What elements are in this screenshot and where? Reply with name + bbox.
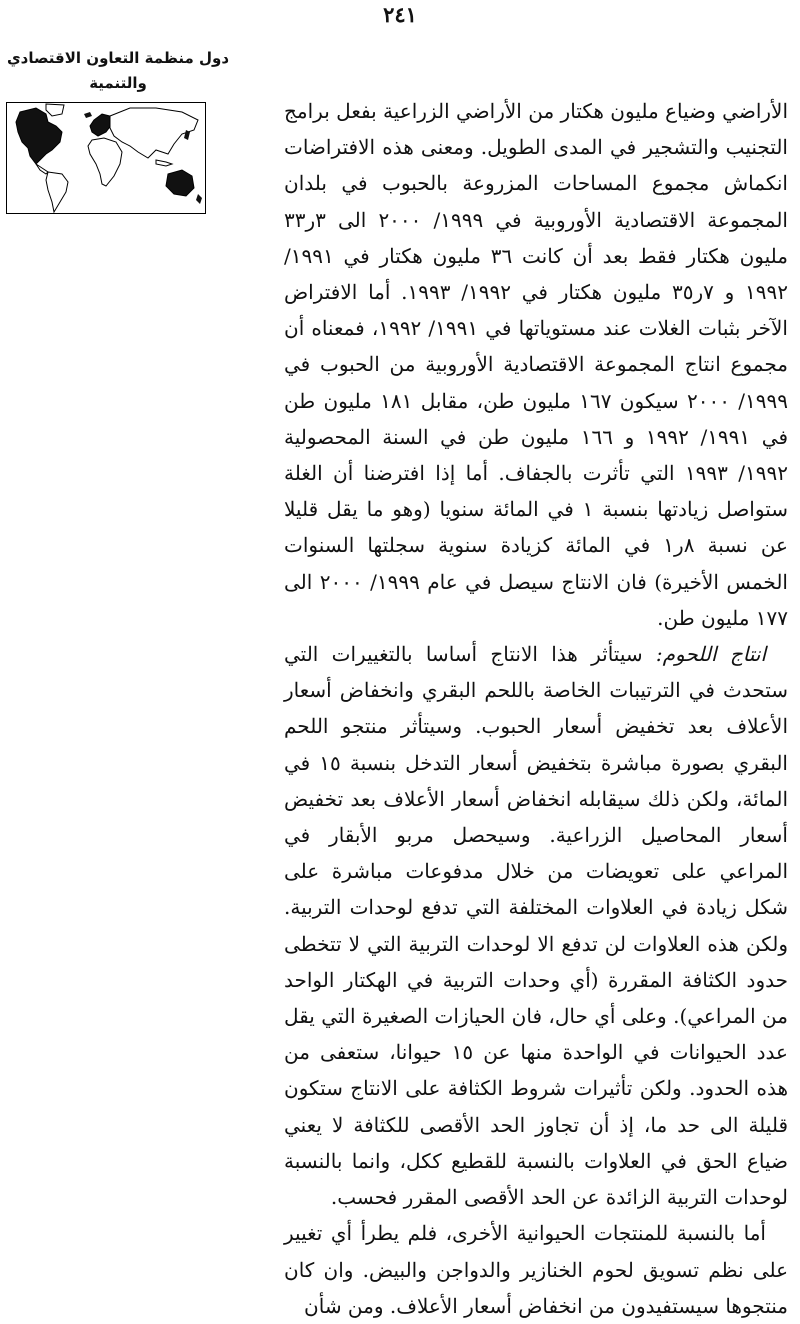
sidebar-caption [2, 46, 234, 96]
paragraph-text: أما بالنسبة للمنتجات الحيوانية الأخرى، فلم يطرأ أي تغيير على نظم تسويق لحوم الخنازير والدواجن والبيض. وان كان منتجوها سيستفيدون من انخفاض أسعار الأعلاف. ومن شأن [284, 1221, 788, 1318]
paragraph-2 [284, 636, 788, 1215]
paragraph-text: الأراضي وضياع مليون هكتار من الأراضي الزراعية بفعل برامج التجنيب والتشجير في المدى الطويل. ومعنى هذه الافتراضات انكماش مجموع المساحات المزروعة بالحبوب في بلدان المجموعة الاقتصادية الأوروبية في ١٩٩٩/ ٢٠٠٠ الى ٣ر٣٣ مليون هكتار فقط بعد أن كانت ٣٦ مليون هكتار في ١٩٩١/ ١٩٩٢ و ٧ر٣٥ مليون هكتار في ١٩٩٢/ ١٩٩٣. أما الافتراض الآخر بثبات الغلات عند مستوياتها في ١٩٩١/ ١٩٩٢، فمعناه أن مجموع انتاج المجموعة الاقتصادية الأوروبية من الحبوب في ١٩٩٩/ ٢٠٠٠ سيكون ١٦٧ مليون طن، مقابل ١٨١ مليون طن في ١٩٩١/ ١٩٩٢ و ١٦٦ مليون طن في السنة المحصولية ١٩٩٢/ ١٩٩٣ التي تأثرت بالجفاف. أما إذا افترضنا أن الغلة ستواصل زيادتها بنسبة ١ في المائة سنويا (وهو ما يقل قليلا عن نسبة ٨ر١ في المائة كزيادة سنوية سجلتها السنوات الخمس الأخيرة) فان الانتاج سيصل في عام ١٩٩٩/ ٢٠٠٠ الى ١٧٧ مليون طن. [284, 99, 788, 630]
world-map-icon [6, 102, 206, 214]
sidebar-caption-line-1: دول منظمة التعاون الاقتصادي [6, 49, 230, 67]
paragraph-1 [284, 93, 788, 636]
section-lead: انتاج اللحوم: [655, 642, 766, 667]
paragraph-3 [284, 1215, 788, 1324]
page-number: ٢٤١ [383, 2, 417, 27]
paragraph-text: سيتأثر هذا الانتاج أساسا بالتغييرات التي ستحدث في الترتيبات الخاصة باللحم البقري وانخفاض أسعار الأعلاف بعد تخفيض أسعار الحبوب. وسيتأثر منتجو اللحم البقري بصورة مباشرة بتخفيض أسعار التدخل بنسبة ١٥ في المائة، ولكن ذلك سيقابله انخفاض أسعار الأعلاف بعد تخفيض أسعار المحاصيل الزراعية. وسيحصل مربو الأبقار في المراعي على تعويضات من خلال مدفوعات مباشرة على شكل زيادة في العلاوات المختلفة التي تدفع لوحدات التربية. ولكن هذه العلاوات لن تدفع الا لوحدات التربية التي لا تتخطى حدود الكثافة المقررة (أي وحدات التربية في الهكتار الواحد من المراعي). وعلى أي حال، فان الحيازات الصغيرة التي يقل عدد الحيوانات في الواحدة منها عن ١٥ حيوانا، ستعفى من هذه الحدود. ولكن تأثيرات شروط الكثافة على الانتاج ستكون قليلة الى حد ما، إذ أن تجاوز الحد الأقصى للكثافة لا يعني ضياع الحق في العلاوات بالنسبة للقطيع ككل، وانما بالنسبة لوحدات التربية الزائدة عن الحد الأقصى المقرر فحسب. [284, 642, 788, 1210]
article-body [284, 93, 788, 1324]
sidebar-caption-line-2: والتنمية [89, 74, 147, 92]
